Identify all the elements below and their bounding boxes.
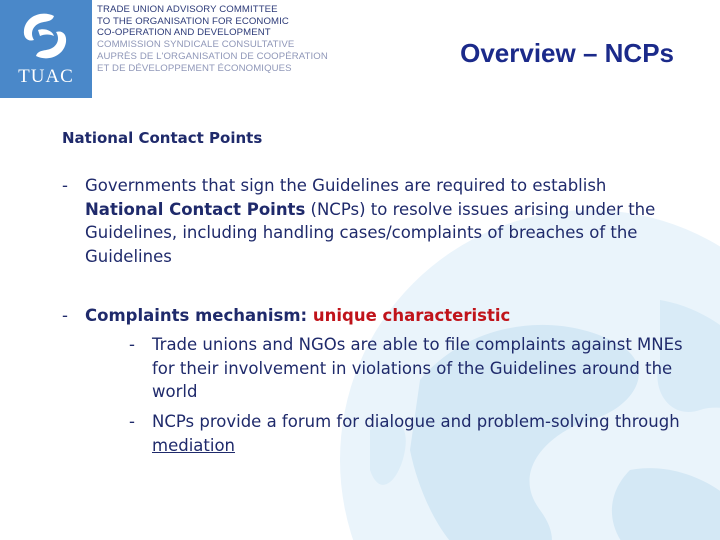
logo-text: TUAC [18, 66, 74, 87]
org-line: CO-OPERATION AND DEVELOPMENT [97, 27, 271, 39]
bullet-dash: - [62, 306, 68, 325]
org-line: TRADE UNION ADVISORY COMMITTEE [97, 4, 278, 15]
org-line: TO THE ORGANISATION FOR ECONOMIC [97, 15, 289, 27]
tuac-logo [0, 0, 92, 98]
organisation-name [97, 4, 347, 74]
section-subtitle: National Contact Points [62, 129, 263, 147]
bullet-text-part: Governments that sign the Guidelines are required to establish [85, 176, 607, 195]
org-line: ET DE DÉVELOPPEMENT ÉCONOMIQUES [97, 62, 292, 74]
bullet-text: Trade unions and NGOs are able to file complaints against MNEs for their involvement in violations of the Guidelines around the world [152, 335, 683, 401]
tuac-emblem-icon [14, 6, 76, 66]
bullet-text [62, 304, 662, 328]
bullet-ncp-requirement [62, 174, 662, 268]
mediation-link[interactable]: mediation [152, 435, 235, 455]
slide-title: Overview – NCPs [460, 38, 674, 68]
org-line: COMMISSION SYNDICALE CONSULTATIVE [97, 39, 295, 51]
bullet-text [62, 174, 662, 268]
bullet-complaints-mechanism [62, 304, 662, 328]
bullet-bold-term: National Contact Points [85, 199, 306, 219]
bullet-dash: - [62, 176, 68, 195]
bullet-bold-term: Complaints mechanism: [85, 306, 313, 325]
bullet-dash: - [129, 335, 135, 354]
bullet-text [129, 410, 689, 457]
highlight-text: unique characteristic [312, 306, 511, 325]
bullet-dash: - [129, 412, 135, 431]
org-line: AUPRÈS DE L'ORGANISATION DE COOPÉRATION [97, 50, 328, 62]
sub-bullet-file-complaints [129, 333, 689, 404]
bullet-text-part: NCPs provide a forum for dialogue and problem-solving through [152, 412, 680, 431]
sub-bullet-mediation [129, 410, 689, 457]
bullet-text-part: (NCPs) to resolve issues arising under the Guidelines, including handling cases/complaints of breaches of the Guidelines [85, 199, 656, 266]
